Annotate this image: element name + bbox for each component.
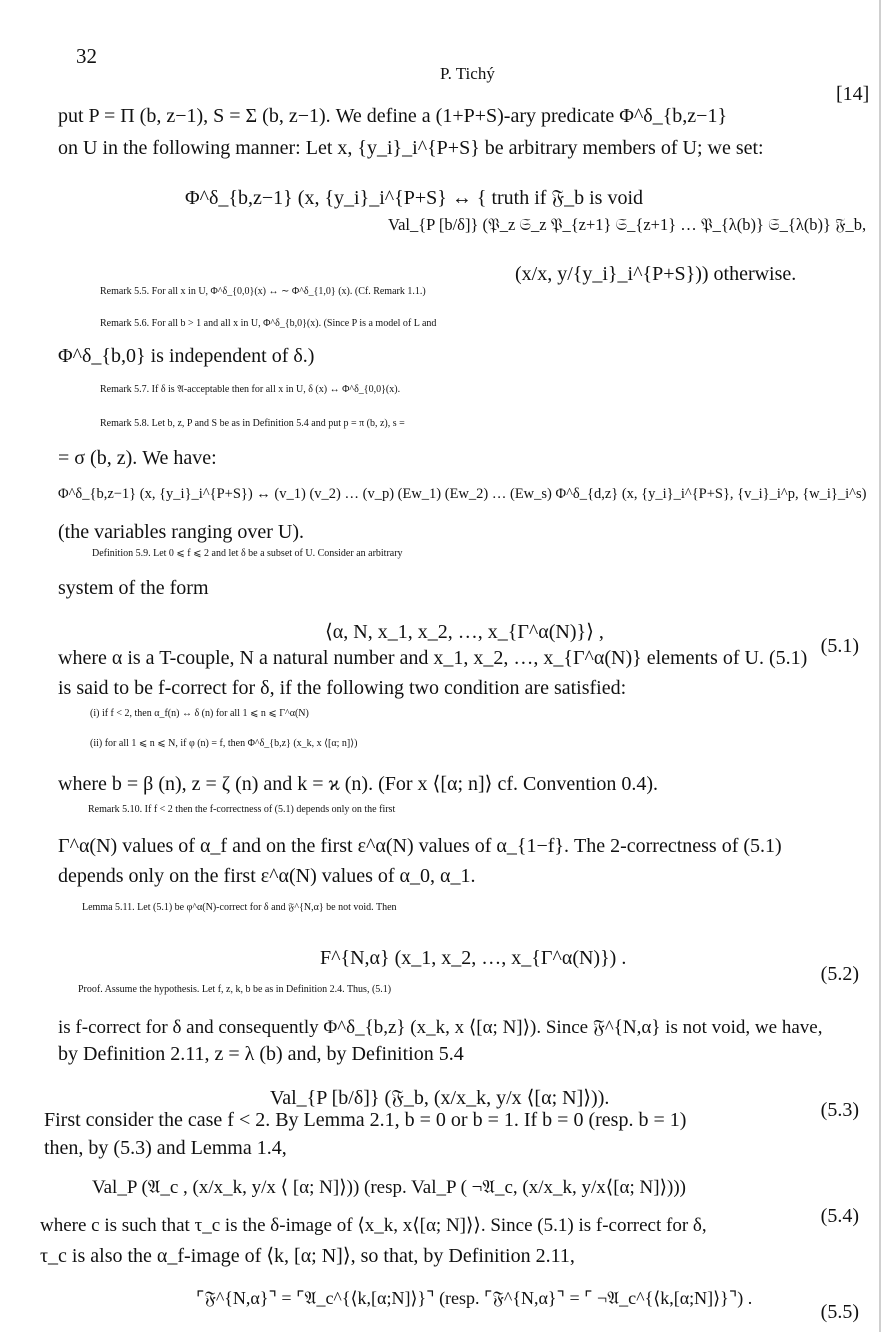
formula-line: Val_{P [b/δ]} (𝔉_b, (x/x_k, y/x ⟨[α; N]⟩)). (270, 1087, 610, 1109)
text-line: by Definition 2.11, z = λ (b) and, by Definition 5.4 (58, 1043, 464, 1065)
page-number: 32 (76, 44, 97, 68)
text-line: where c is such that τ_c is the δ-image of ⟨x_k, x⟨[α; N]⟩⟩. Since (5.1) is f-correct for δ, (40, 1215, 707, 1236)
text-line: Φ^δ_{b,0} is independent of δ.) (58, 345, 315, 367)
equation-number: (5.4) (820, 1205, 859, 1227)
formula-line: ⟨α, N, x_1, x_2, …, x_{Γ^α(N)}⟩ , (325, 621, 604, 643)
text-line: then, by (5.3) and Lemma 1.4, (44, 1137, 287, 1159)
text-line: = σ (b, z). We have: (58, 447, 217, 469)
condition-ii: (ii) for all 1 ⩽ n ⩽ N, if φ (n) = f, then Φ^δ_{b,z} (x_k, x ⟨[α; n]⟩) (90, 738, 358, 749)
text-line: on U in the following manner: Let x, {y_i}_i^{P+S} be arbitrary members of U; we set: (58, 137, 764, 159)
formula-line: F^{N,α} (x_1, x_2, …, x_{Γ^α(N)}) . (320, 947, 627, 969)
formula-line: Val_P (𝔄_c , (x/x_k, y/x ⟨ [α; N]⟩)) (resp. Val_P ( ¬𝔄_c, (x/x_k, y/x⟨[α; N]⟩))) (92, 1177, 686, 1198)
text-line: where b = β (n), z = ζ (n) and k = ϰ (n). (For x ⟨[α; n]⟩ cf. Convention 0.4). (58, 773, 658, 795)
formula-line: ⌜𝔉^{N,α}⌝ = ⌜𝔄_c^{⟨k,[α;N]⟩}⌝ (resp. ⌜𝔉^{N,α}⌝ = ⌜ ¬𝔄_c^{⟨k,[α;N]⟩}⌝) . (196, 1288, 753, 1308)
text-line: (the variables ranging over U). (58, 521, 305, 543)
text-line: τ_c is also the α_f-image of ⟨k, [α; N]⟩, so that, by Definition 2.11, (40, 1245, 575, 1267)
formula-line: (x/x, y/{y_i}_i^{P+S})) otherwise. (515, 263, 797, 285)
text-line: put P = Π (b, z−1), S = Σ (b, z−1). We define a (1+P+S)-ary predicate Φ^δ_{b,z−1} (58, 105, 728, 127)
page-edge-shadow (879, 0, 881, 1332)
running-title: P. Tichý (440, 64, 495, 83)
formula-line: Φ^δ_{b,z−1} (x, {y_i}_i^{P+S} ↔ { truth if 𝔉_b is void (185, 187, 644, 209)
text-line: depends only on the first ε^α(N) values of α_0, α_1. (58, 865, 476, 887)
formula-line: Val_{P [b/δ]} (𝔓_z 𝔖_z 𝔓_{z+1} 𝔖_{z+1} … 𝔓_{λ(b)} 𝔖_{λ(b)} 𝔉_b, (388, 215, 867, 234)
remark-5-10: Remark 5.10. If f < 2 then the f-correctness of (5.1) depends only on the first (88, 804, 396, 815)
text-line: where α is a T-couple, N a natural number and x_1, x_2, …, x_{Γ^α(N)} elements of U. (5.1) (58, 647, 808, 669)
definition-5-9: Definition 5.9. Let 0 ⩽ f ⩽ 2 and let δ be a subset of U. Consider an arbitrary (92, 548, 403, 559)
section-ref: [14] (836, 83, 870, 105)
formula-line: Φ^δ_{b,z−1} (x, {y_i}_i^{P+S}) ↔ (v_1) (v_2) … (v_p) (Ew_1) (Ew_2) … (Ew_s) Φ^δ_{d,z} (x, {y_i}_i^{P+S}, {v_i}_i^p, {w_i}_i^s) (58, 486, 867, 502)
proof: Proof. Assume the hypothesis. Let f, z, k, b be as in Definition 2.4. Thus, (5.1) (78, 984, 392, 995)
equation-number: (5.2) (820, 963, 859, 985)
remark-5-5: Remark 5.5. For all x in U, Φ^δ_{0,0}(x) ↔ ∼ Φ^δ_{1,0} (x). (Cf. Remark 1.1.) (100, 286, 426, 297)
remark-5-8: Remark 5.8. Let b, z, P and S be as in Definition 5.4 and put p = π (b, z), s = (100, 418, 405, 429)
equation-number: (5.3) (820, 1099, 859, 1121)
equation-number: (5.1) (820, 635, 859, 657)
text-line: is said to be f-correct for δ, if the following two condition are satisfied: (58, 677, 627, 699)
text-line: Γ^α(N) values of α_f and on the first ε^α(N) values of α_{1−f}. The 2-correctness of (5.1) (58, 835, 782, 857)
text-line: is f-correct for δ and consequently Φ^δ_{b,z} (x_k, x ⟨[α; N]⟩). Since 𝔉^{N,α} is not void, we have, (58, 1017, 823, 1038)
text-line: First consider the case f < 2. By Lemma 2.1, b = 0 or b = 1. If b = 0 (resp. b = 1) (44, 1109, 687, 1131)
condition-i: (i) if f < 2, then α_f(n) ↔ δ (n) for all 1 ⩽ n ⩽ Γ^α(N) (90, 708, 309, 719)
equation-number: (5.5) (820, 1301, 859, 1323)
text-line: system of the form (58, 577, 209, 599)
remark-5-6: Remark 5.6. For all b > 1 and all x in U, Φ^δ_{b,0}(x). (Since P is a model of L and (100, 318, 437, 329)
remark-5-7: Remark 5.7. If δ is 𝔄-acceptable then for all x in U, δ (x) ↔ Φ^δ_{0,0}(x). (100, 384, 401, 395)
lemma-5-11: Lemma 5.11. Let (5.1) be φ^α(N)-correct for δ and 𝔉^{N,α} be not void. Then (82, 902, 397, 913)
